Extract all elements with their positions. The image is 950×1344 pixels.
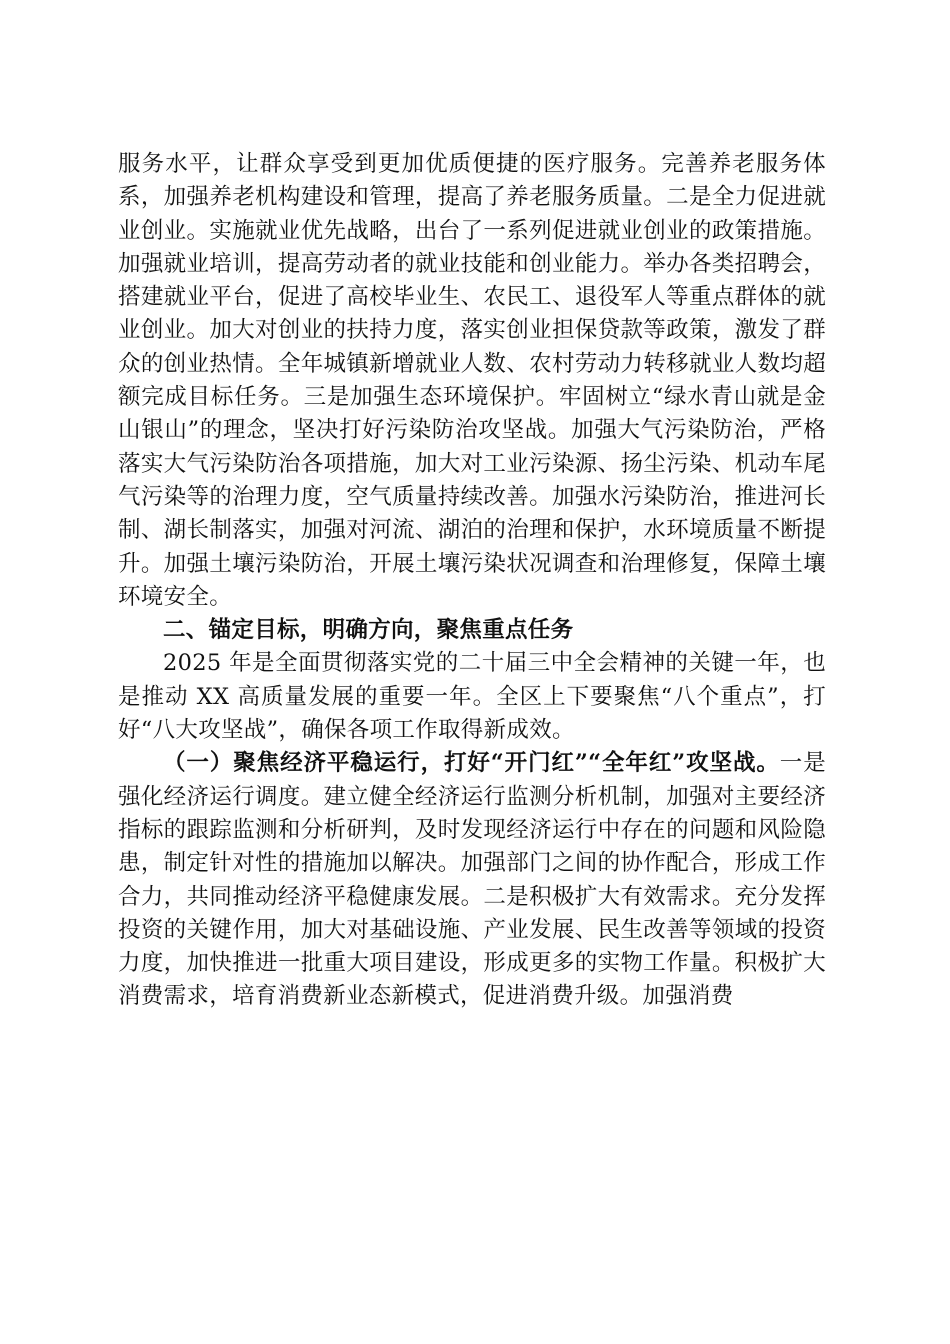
paragraph-text: 一是强化经济运行调度。建立健全经济运行监测分析机制，加强对主要经济指标的跟踪监测和分析研判，及时发现经济运行中存在的问题和风险隐患，制定针对性的措施加以解决。加强部门之间的协作配合，形成工作合力，共同推动经济平稳健康发展。二是积极扩大有效需求。充分发挥投资的关键作用，加大对基础设施、产业发展、民生改善等领域的投资力度，加快推进一批重大项目建设，形成更多的实物工作量。积极扩大消费需求，培育消费新业态新模式，促进消费升级。加强消费 [118, 750, 826, 1010]
body-paragraph [118, 747, 826, 1013]
section-heading: 二、锚定目标，明确方向，聚焦重点任务 [163, 617, 574, 644]
body-paragraph: 2025 年是全面贯彻落实党的二十届三中全会精神的关键一年，也是推动 XX 高质量发展的重要一年。全区上下要聚焦“八个重点”，打好“八大攻坚战”，确保各项工作取得新成效。 [118, 650, 826, 744]
document-body [118, 148, 826, 1014]
subsection-heading: （一）聚焦经济平稳运行，打好“开门红”“全年红”攻坚战。 [163, 750, 780, 777]
body-paragraph: 服务水平，让群众享受到更加优质便捷的医疗服务。完善养老服务体系，加强养老机构建设和管理，提高了养老服务质量。二是全力促进就业创业。实施就业优先战略，出台了一系列促进就业创业的政策措施。加强就业培训，提高劳动者的就业技能和创业能力。举办各类招聘会，搭建就业平台，促进了高校毕业生、农民工、退役军人等重点群体的就业创业。加大对创业的扶持力度，落实创业担保贷款等政策，激发了群众的创业热情。全年城镇新增就业人数、农村劳动力转移就业人数均超额完成目标任务。三是加强生态环境保护。牢固树立“绿水青山就是金山银山”的理念，坚决打好污染防治攻坚战。加强大气污染防治，严格落实大气污染防治各项措施，加大对工业污染源、扬尘污染、机动车尾气污染等的治理力度，空气质量持续改善。加强水污染防治，推进河长制、湖长制落实，加强对河流、湖泊的治理和保护，水环境质量不断提升。加强土壤污染防治，开展土壤污染状况调查和治理修复，保障土壤环境安全。 [118, 151, 826, 610]
